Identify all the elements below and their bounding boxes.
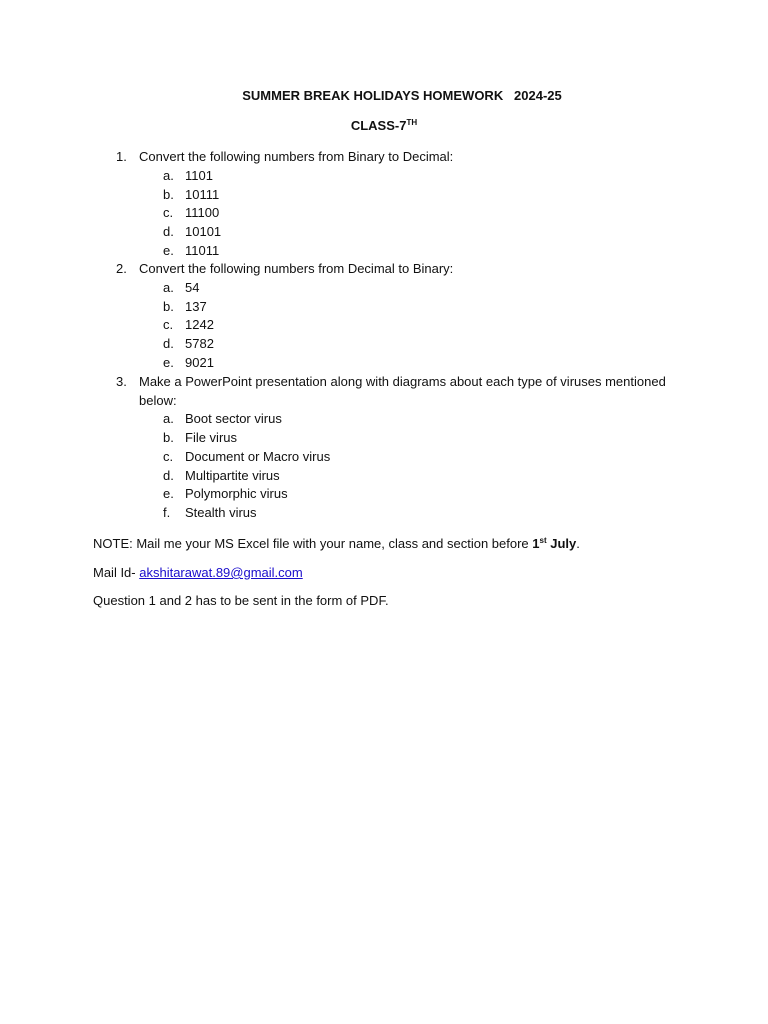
item-text: 10111 xyxy=(185,187,220,202)
item-text: 1101 xyxy=(185,168,213,183)
item-letter: d. xyxy=(163,224,174,239)
item-letter: e. xyxy=(163,243,174,258)
class-label: CLASS-7 xyxy=(350,118,407,133)
item-text: 11011 xyxy=(185,243,220,258)
item-text: 10101 xyxy=(185,224,222,239)
item-text: 5782 xyxy=(185,336,214,351)
item-text: 11100 xyxy=(185,205,220,220)
item-text: Stealth virus xyxy=(185,505,257,520)
submission-note xyxy=(93,536,580,551)
item-letter: b. xyxy=(163,187,174,202)
item-text: 137 xyxy=(185,299,207,314)
item-letter: a. xyxy=(163,168,174,183)
note-end: . xyxy=(576,536,580,551)
question-number: 2. xyxy=(116,261,127,276)
item-letter: e. xyxy=(163,486,174,501)
class-heading xyxy=(0,118,768,133)
item-text: Multipartite virus xyxy=(185,468,280,483)
item-letter: f. xyxy=(163,505,171,520)
item-letter: a. xyxy=(163,280,174,295)
question-number: 3. xyxy=(116,374,127,389)
item-text: Document or Macro virus xyxy=(185,449,331,464)
class-superscript: TH xyxy=(406,118,418,127)
note-text: NOTE: Mail me your MS Excel file with your name, class and section before xyxy=(93,536,533,551)
item-text: 1242 xyxy=(185,317,214,332)
question-text: Convert the following numbers from Decimal to Binary: xyxy=(139,261,454,276)
mail-line xyxy=(93,565,303,580)
question-text: Convert the following numbers from Binary to Decimal: xyxy=(139,149,454,164)
item-letter: b. xyxy=(163,299,174,314)
item-letter: a. xyxy=(163,411,174,426)
item-letter: e. xyxy=(163,355,174,370)
item-letter: d. xyxy=(163,468,174,483)
item-letter: b. xyxy=(163,430,174,445)
pdf-instruction: Question 1 and 2 has to be sent in the form of PDF. xyxy=(93,593,389,608)
question-text: Make a PowerPoint presentation along with diagrams about each type of viruses mentioned below: xyxy=(139,374,666,408)
question-number: 1. xyxy=(116,149,127,164)
item-text: 9021 xyxy=(185,355,214,370)
item-letter: c. xyxy=(163,317,174,332)
item-letter: d. xyxy=(163,336,174,351)
page-title: SUMMER BREAK HOLIDAYS HOMEWORK 2024-25 xyxy=(242,88,562,103)
due-date-month: July xyxy=(546,536,577,551)
due-date xyxy=(532,536,576,551)
mail-label: Mail Id- xyxy=(93,565,140,580)
item-letter: c. xyxy=(163,205,174,220)
item-letter: c. xyxy=(163,449,174,464)
item-text: 54 xyxy=(185,280,200,295)
item-text: File virus xyxy=(185,430,238,445)
due-date-day: 1 xyxy=(532,536,540,551)
item-text: Boot sector virus xyxy=(185,411,282,426)
item-text: Polymorphic virus xyxy=(185,486,288,501)
due-date-suffix: st xyxy=(539,536,547,545)
email-link[interactable]: akshitarawat.89@gmail.com xyxy=(139,565,303,580)
